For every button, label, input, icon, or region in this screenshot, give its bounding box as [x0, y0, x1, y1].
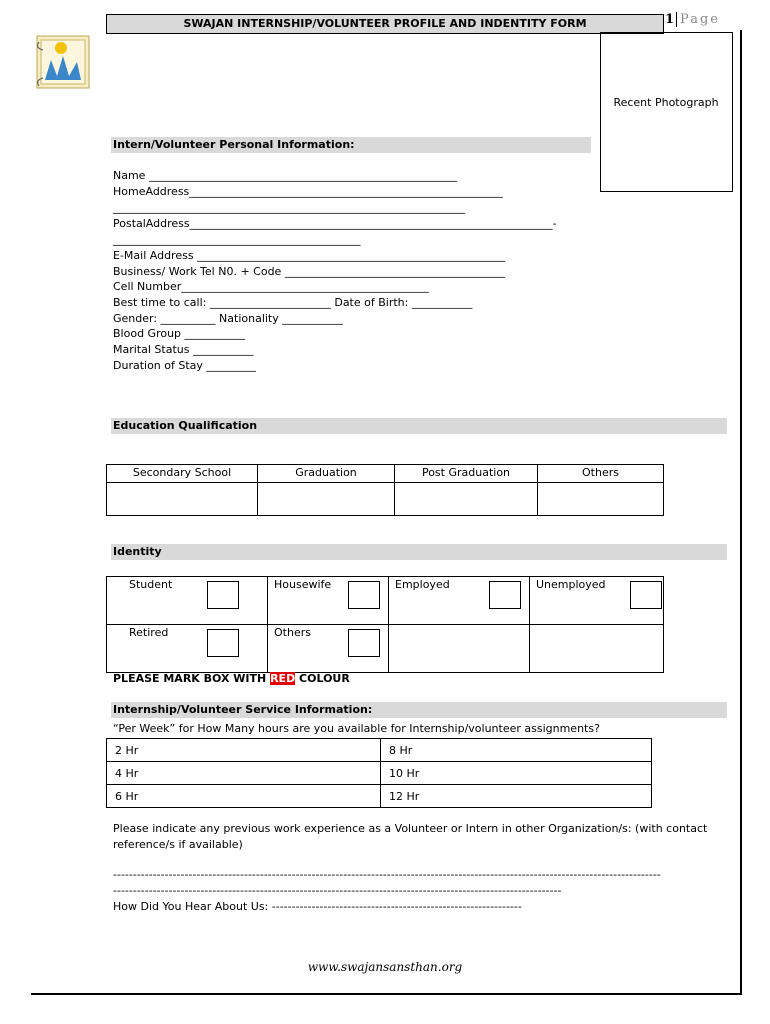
- photo-box[interactable]: [600, 32, 733, 192]
- page-label: Page: [676, 12, 720, 27]
- others-checkbox[interactable]: [348, 629, 380, 657]
- table-row: [107, 483, 664, 516]
- email-field[interactable]: E-Mail Address ________________________________________________________: [113, 249, 506, 262]
- postal-address-field-2[interactable]: _____________________________________________: [113, 233, 361, 246]
- hours-option-6[interactable]: 6 Hr: [107, 785, 381, 808]
- table-row: [107, 577, 664, 625]
- hours-table: [106, 738, 652, 808]
- table-row: [107, 625, 664, 673]
- education-table: [106, 464, 664, 516]
- mark-box-note-text: PLEASE MARK BOX WITH: [113, 672, 271, 685]
- identity-employed: [389, 577, 530, 625]
- identity-housewife: [268, 577, 389, 625]
- mark-box-note-end: COLOUR: [295, 672, 350, 685]
- best-time-dob-field[interactable]: Best time to call: ______________________ Date of Birth: ___________: [113, 296, 473, 310]
- identity-others-label: Others: [274, 626, 311, 639]
- hours-option-4[interactable]: 4 Hr: [107, 762, 381, 785]
- personal-info-heading: Intern/Volunteer Personal Information:: [111, 137, 591, 153]
- name-field[interactable]: Name ________________________________________________________: [113, 169, 457, 182]
- table-row: [107, 739, 652, 762]
- identity-retired: [107, 625, 268, 673]
- experience-question: Please indicate any previous work experience as a Volunteer or Intern in other Organization/s: (with contact: [113, 822, 708, 835]
- marital-status-field[interactable]: Marital Status ___________: [113, 343, 254, 357]
- identity-unemployed: [530, 577, 664, 625]
- identity-empty-cell: [530, 625, 664, 673]
- organization-logo-icon: [33, 32, 93, 92]
- education-col-secondary: Secondary School: [107, 465, 258, 483]
- table-row: [107, 762, 652, 785]
- cell-number-field[interactable]: Cell Number_____________________________________________: [113, 280, 429, 294]
- experience-answer-line-2[interactable]: -----------------------------------------------------------------------------------------------------------------: [113, 884, 562, 897]
- blood-group-field[interactable]: Blood Group ___________: [113, 327, 246, 341]
- hours-option-10[interactable]: 10 Hr: [381, 762, 652, 785]
- hours-question: “Per Week” for How Many hours are you available for Internship/volunteer assignments?: [113, 722, 600, 735]
- identity-others: [268, 625, 389, 673]
- education-cell-graduation[interactable]: [258, 483, 395, 516]
- identity-employed-label: Employed: [395, 578, 450, 591]
- employed-checkbox[interactable]: [489, 581, 521, 609]
- experience-answer-line[interactable]: ------------------------------------------------------------------------------------------------------------------------------------------: [113, 868, 661, 881]
- table-row: [107, 785, 652, 808]
- identity-student: [107, 577, 268, 625]
- photo-label: Recent Photograph: [613, 96, 719, 109]
- footer-website: www.swajansansthan.org: [307, 960, 463, 974]
- hours-option-8[interactable]: 8 Hr: [381, 739, 652, 762]
- home-address-field[interactable]: HomeAddress_________________________________________________________: [113, 185, 503, 198]
- page-number-value: 1: [665, 12, 675, 27]
- identity-unemployed-label: Unemployed: [536, 578, 606, 591]
- identity-housewife-label: Housewife: [274, 578, 332, 591]
- housewife-checkbox[interactable]: [348, 581, 380, 609]
- student-checkbox[interactable]: [207, 581, 239, 609]
- education-heading: Education Qualification: [111, 418, 727, 434]
- education-col-post-graduation: Post Graduation: [395, 465, 538, 483]
- gender-nationality-field[interactable]: Gender: __________ Nationality ___________: [113, 311, 343, 325]
- red-highlight: RED: [270, 672, 296, 685]
- duration-of-stay-field[interactable]: Duration of Stay _________: [113, 358, 256, 372]
- hours-option-2[interactable]: 2 Hr: [107, 739, 381, 762]
- mark-box-note: [113, 672, 350, 685]
- hours-option-12[interactable]: 12 Hr: [381, 785, 652, 808]
- personal-info-fields: [113, 168, 557, 374]
- unemployed-checkbox[interactable]: [630, 581, 662, 609]
- identity-empty-cell: [389, 625, 530, 673]
- education-col-others: Others: [538, 465, 664, 483]
- table-row: [107, 465, 664, 483]
- page-number: [665, 12, 720, 27]
- experience-question-cont: reference/s if available): [113, 838, 243, 851]
- identity-student-label: Student: [129, 578, 173, 591]
- work-tel-field[interactable]: Business/ Work Tel N0. + Code ________________________________________: [113, 264, 505, 278]
- identity-retired-label: Retired: [129, 626, 169, 639]
- retired-checkbox[interactable]: [207, 629, 239, 657]
- education-cell-others[interactable]: [538, 483, 664, 516]
- home-address-field-2[interactable]: ________________________________________________________________: [113, 201, 465, 214]
- form-title: SWAJAN INTERNSHIP/VOLUNTEER PROFILE AND INDENTITY FORM: [106, 14, 664, 34]
- identity-heading: Identity: [111, 544, 727, 560]
- postal-address-field[interactable]: PostalAddress__________________________________________________________________-: [113, 217, 557, 230]
- education-col-graduation: Graduation: [258, 465, 395, 483]
- education-cell-secondary[interactable]: [107, 483, 258, 516]
- hear-about-us-field[interactable]: How Did You Hear About Us: ---------------------------------------------------------------: [113, 900, 522, 913]
- education-cell-post-graduation[interactable]: [395, 483, 538, 516]
- service-heading: Internship/Volunteer Service Information:: [111, 702, 727, 718]
- identity-table: [106, 576, 664, 673]
